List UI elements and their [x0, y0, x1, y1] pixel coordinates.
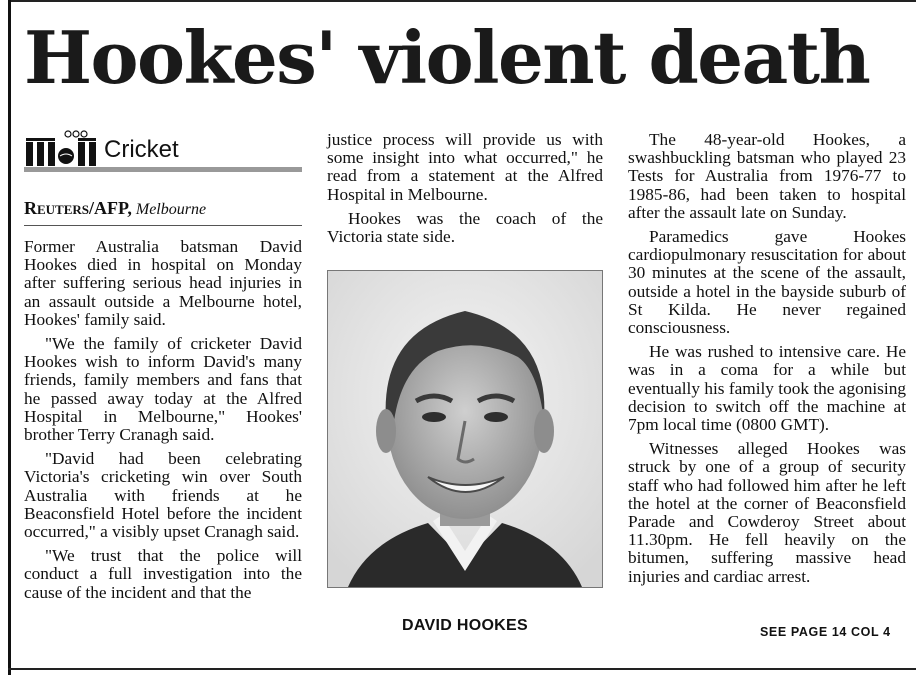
section-rule	[24, 167, 302, 172]
headline: Hookes' violent death	[24, 15, 870, 100]
photo-caption: DAVID HOOKES	[402, 617, 528, 634]
paragraph: The 48-year-old Hookes, a swashbuckling batsman who played 23 Tests for Australia from 1976-77 to 1985-86, had been taken to hospital after the assault late on Sunday.	[628, 130, 906, 222]
byline-rule	[24, 225, 302, 226]
article-column-3	[628, 131, 906, 592]
cricket-stumps-icon	[26, 128, 98, 171]
paragraph: "We the family of cricketer David Hookes wish to inform David's many friends, family members and fans that he passed away today at the Alfred Hospital in Melbourne," Hookes' brother Terry Cranagh said.	[24, 334, 302, 445]
continued-on-page-note: SEE PAGE 14 COL 4	[760, 625, 891, 639]
article-column-2	[327, 131, 603, 252]
paragraph: Witnesses alleged Hookes was struck by one of a group of security staff who had followed him after he left the hotel at the corner of Beaconsfield Parade and Cowderoy Street about 11.30pm. He fell heavily on the bitumen, suffering massive head injuries and cardiac arrest.	[628, 439, 906, 586]
section-label: Cricket	[104, 136, 179, 163]
paragraph: "We trust that the police will conduct a full investigation into the cause of the incident and that the	[24, 546, 302, 602]
paragraph: "David had been celebrating Victoria's cricketing win over South Australia with friends at he Beaconsfield Hotel before the incident occurred," a visibly upset Cranagh said.	[24, 449, 302, 542]
article-column-1	[24, 238, 302, 608]
paragraph: Hookes was the coach of the Victoria state side.	[327, 208, 603, 247]
portrait-photo	[327, 270, 603, 588]
byline-agency: Reuters/AFP,	[24, 198, 132, 218]
top-rule	[8, 0, 916, 2]
paragraph: Paramedics gave Hookes cardiopulmonary resuscitation for about 30 minutes at the scene of the assault, outside a hotel in the bayside suburb of St Kilda. He never regained consciousness.	[628, 227, 906, 338]
paragraph: He was rushed to intensive care. He was in a coma for a while but eventually his family took the agonising decision to switch off the machine at 7pm local time (0800 GMT).	[628, 342, 906, 435]
left-margin-rule	[8, 0, 11, 675]
paragraph: justice process will provide us with some insight into what occurred," he read from a statement at the Alfred Hospital in Melbourne.	[327, 130, 603, 204]
paragraph: Former Australia batsman David Hookes died in hospital on Monday after suffering serious head injuries in an assault outside a Melbourne hotel, Hookes' family said.	[24, 237, 302, 329]
byline	[24, 197, 206, 221]
section-tag	[24, 124, 302, 172]
bottom-rule	[8, 668, 916, 670]
byline-place: Melbourne	[135, 201, 207, 218]
